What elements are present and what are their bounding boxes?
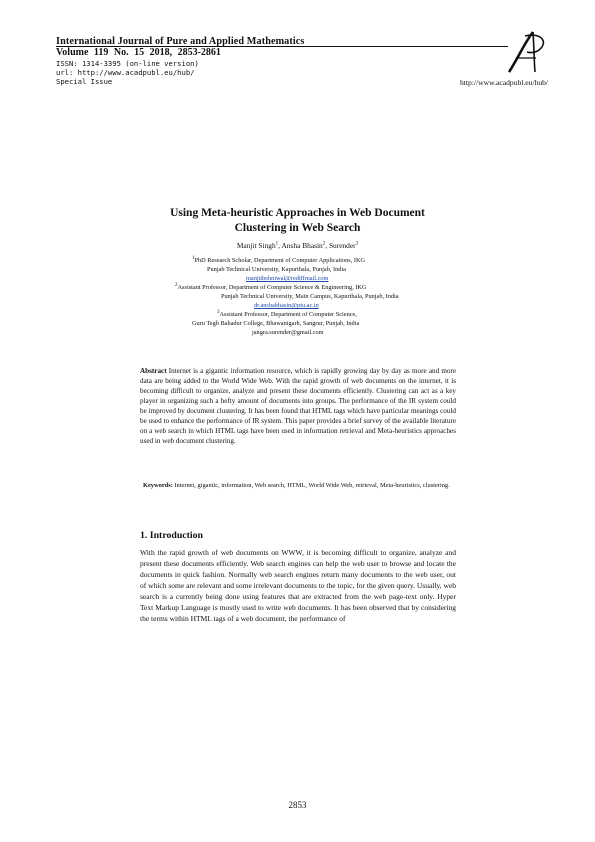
keywords bbox=[140, 481, 456, 490]
section-heading-introduction: 1. Introduction bbox=[140, 530, 203, 541]
affiliation-sup: 3 bbox=[217, 309, 220, 315]
author-sup: 2 bbox=[322, 241, 326, 247]
author-sup: 1 bbox=[275, 241, 279, 247]
affiliation-3-line-1 bbox=[217, 311, 357, 320]
affiliation-text: PhD Research Scholar, Department of Computer Applications, IKG bbox=[194, 257, 366, 264]
author-name: Ansha Bhasin bbox=[281, 241, 323, 250]
author-separator: , bbox=[325, 241, 329, 250]
affiliation-1-line-1 bbox=[192, 257, 365, 266]
affiliation-sup: 2 bbox=[175, 282, 178, 288]
abstract bbox=[140, 366, 456, 446]
keywords-text: Internet, gigantic, information, Web search, HTML, World Wide Web, retrieval, Meta-heuristics, clustering. bbox=[172, 482, 450, 489]
keywords-label: Keywords: bbox=[143, 482, 173, 489]
paper-title bbox=[100, 206, 495, 236]
abstract-label: Abstract bbox=[140, 367, 167, 375]
publisher-url[interactable]: http://www.acadpubl.eu/hub/ bbox=[460, 78, 549, 87]
affiliation-1-email[interactable]: manjitbehniwal@rediffmail.com bbox=[246, 275, 329, 282]
issn-line: ISSN: 1314-3395 (on-line version) bbox=[56, 59, 199, 68]
affiliation-3-email: jangra.surender@gmail.com bbox=[252, 329, 324, 336]
abstract-text: Internet is a gigantic information resource, which is rapidly growing day by day as more and more data are being added to the World Wide Web. With the rapid growth of web documents on the internet, it is becoming difficult to organize, analyze and present these documents efficiently. Clustering can act as a key player in organizing such a hefty amount of documents into groups. The performance of the IR system could be improved by document clustering. It has been found that HTML tags which have particular meanings could be used to enhance the performance of IR system. This paper provides a brief survey of the available literature on a web search in which HTML tags have been used in information retrieval and Meta-heuristics approaches used in web document clustering. bbox=[140, 367, 456, 446]
affiliation-3-line-2: Guru Tegh Bahadur College, Bhawanigarh, Sangrur, Punjab, India bbox=[192, 320, 360, 327]
affiliation-2-line-2: Punjab Technical University, Main Campus, Kapurthala, Punjab, India bbox=[221, 293, 399, 300]
affiliation-2-line-1 bbox=[175, 284, 366, 293]
author-name: Manjit Singh bbox=[236, 241, 276, 250]
author-sup: 3 bbox=[355, 241, 359, 247]
paper-title-line-1: Using Meta-heuristic Approaches in Web Document bbox=[170, 207, 425, 219]
publisher-logo bbox=[503, 30, 549, 74]
url-line: url: http://www.acadpubl.eu/hub/ bbox=[56, 68, 195, 77]
affiliation-text: Assistant Professor, Department of Computer Science, bbox=[219, 311, 357, 318]
journal-title: International Journal of Pure and Applied Mathematics bbox=[56, 36, 305, 47]
introduction-paragraph: With the rapid growth of web documents on WWW, it is becoming difficult to organize, analyze and present these documents efficiently. Web search engines can help the web user to browse and locate the documents in quick fashion. Normally web search engines return many documents to the web user, out of which some are relevant and some irrelevant documents to the topic, for the given query. Usually, web search is a currently being done using features that are extracted from the web page-text only. Hyper Text Markup Language is mostly used to write web documents. It has been observed that by considering the terms within HTML tags of a web document, the performance of bbox=[140, 548, 456, 623]
affiliation-2-email[interactable]: dr.anshabhasin@ptu.ac.in bbox=[254, 302, 319, 309]
page-number: 2853 bbox=[288, 800, 307, 810]
paper-title-line-2: Clustering in Web Search bbox=[234, 222, 361, 234]
author-separator: , bbox=[278, 241, 282, 250]
affiliation-1-line-2: Punjab Technical University, Kapurthala, Punjab, India bbox=[207, 266, 346, 273]
special-issue-line: Special Issue bbox=[56, 77, 113, 86]
author-name: Surender bbox=[328, 241, 356, 250]
affiliation-sup: 1 bbox=[192, 255, 195, 261]
journal-volume: Volume 119 No. 15 2018, 2853-2861 bbox=[56, 47, 221, 58]
author-list bbox=[100, 241, 495, 250]
affiliation-text: Assistant Professor, Department of Computer Science & Engineering, IKG bbox=[177, 284, 367, 291]
